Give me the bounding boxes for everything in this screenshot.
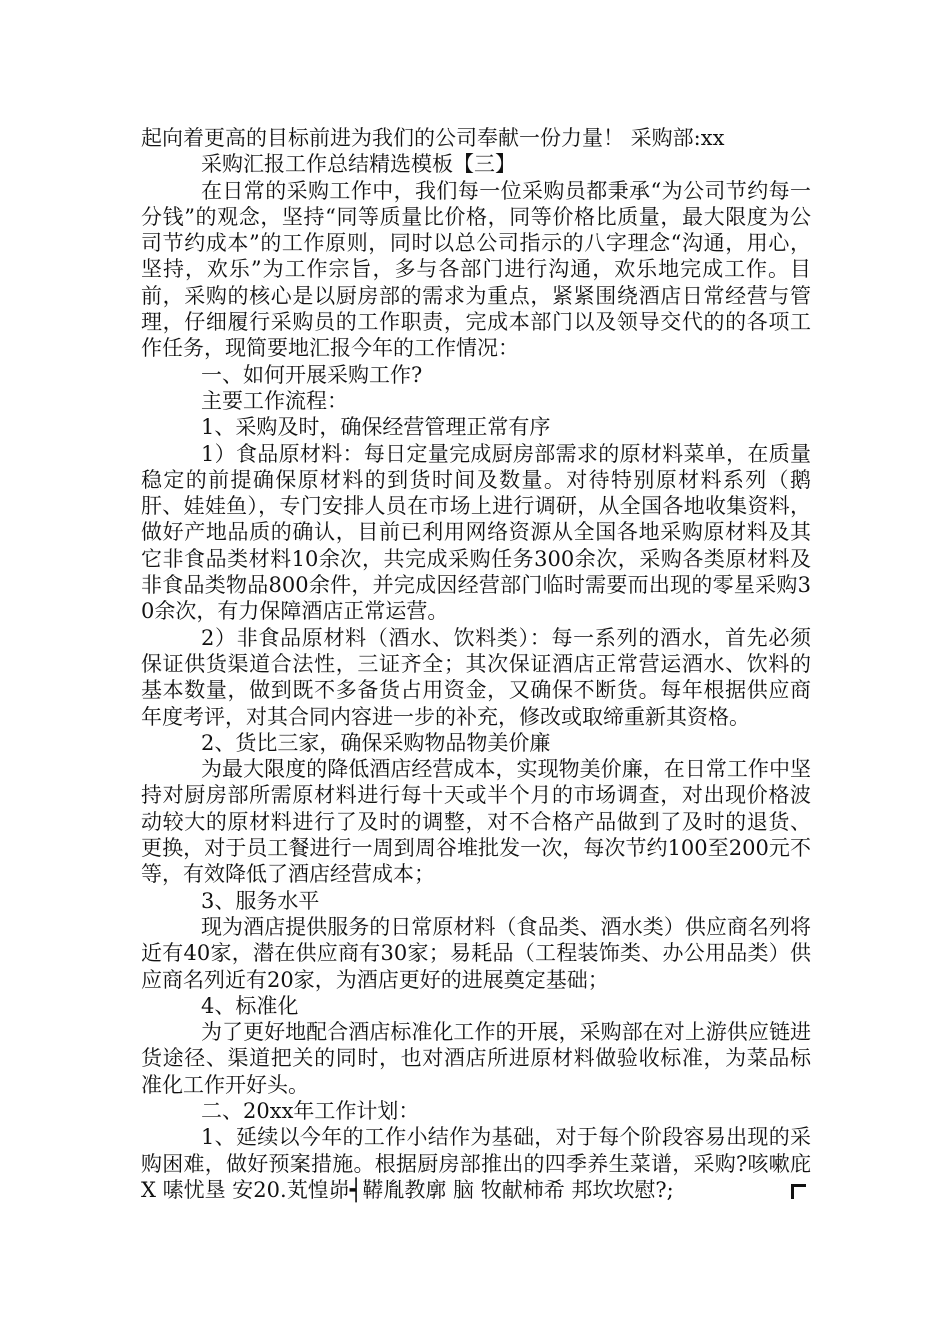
- paragraph-intro: 在日常的采购工作中，我们每一位采购员都秉承“为公司节约每一分钱”的观念，坚持“同等质量比价格，同等价格比质量，最大限度为公司节约成本”的工作原则，同时以总公司指示的八字理念“沟通，用心，坚持，欢乐”为工作宗旨，多与各部门进行沟通，欢乐地完成工作。目前，采购的核心是以厨房部的需求为重点，紧紧围绕酒店日常经营与管理，仔细履行采购员的工作职责，完成本部门以及领导交代的的各项工作任务，现简要地汇报今年的工作情况：: [141, 178, 811, 361]
- heading-compare-prices: 2、货比三家，确保采购物品物美价廉: [201, 730, 551, 755]
- heading-standardization: 4、标准化: [201, 993, 299, 1018]
- corner-crop-mark: [791, 1184, 806, 1199]
- paragraph-non-food-materials: 2）非食品原材料（酒水、饮料类）：每一系列的酒水，首先必须保证供货渠道合法性，三证齐全；其次保证酒店正常营运酒水、饮料的基本数量，做到既不多备货占用资金，又确保不断货。每年根据供应商年度考评，对其合同内容进一步的补充，修改或取缔重新其资格。: [141, 625, 811, 729]
- paragraph-suppliers: 现为酒店提供服务的日常原材料（食品类、酒水类）供应商名列将近有40家，潜在供应商有30家；易耗品（工程装饰类、办公用品类）供应商名列近有20家，为酒店更好的进展奠定基础；: [141, 914, 811, 992]
- heading-work-plan: 二、20xx年工作计划：: [201, 1098, 420, 1123]
- paragraph-closing-line: 起向着更高的目标前进为我们的公司奉献一份力量！ 采购部:xx: [141, 126, 725, 150]
- paragraph-cost-reduction: 为最大限度的降低酒店经营成本，实现物美价廉，在日常工作中坚持对厨房部所需原材料进行每十天或半个月的市场调查，对出现价格波动较大的原材料进行了及时的调整，对不合格产品做到了及时的退货、更换，对于员工餐进行一周到周谷堆批发一次，每次节约100至200元不等，有效降低了酒店经营成本；: [141, 757, 811, 887]
- paragraph-food-materials: 1）食品原材料：每日定量完成厨房部需求的原材料菜单，在质量稳定的前提确保原材料的到货时间及数量。对待特别原材料系列（鹅肝、娃娃鱼），专门安排人员在市场上进行调研，从全国各地收集资料，做好产地品质的确认，目前已利用网络资源从全国各地采购原材料及其它非食品类材料10余次，共完成采购任务300余次，采购各类原材料及非食品类物品800余件，并完成因经营部门临时需要而出现的零星采购30余次，有力保障酒店正常运营。: [141, 441, 811, 624]
- heading-timely-purchase: 1、采购及时，确保经营管理正常有序: [201, 415, 551, 440]
- heading-service-level: 3、服务水平: [201, 888, 320, 913]
- paragraph-plan-item-1: 1、延续以今年的工作小结作为基础，对于每个阶段容易出现的采购困难，做好预案措施。根据厨房部推出的四季养生菜谱，采购?咳嗽庇 X 嗉忧垦 安20.芄惶峁┥鞯胤教廓 脑 牧献柿希 邦坎坎慰?;: [141, 1125, 811, 1202]
- paragraph-standardization: 为了更好地配合酒店标准化工作的开展，采购部在对上游供应链进货途径、渠道把关的同时，也对酒店所进原材料做验收标准，为菜品标准化工作开好头。: [141, 1020, 811, 1097]
- heading-main-process: 主要工作流程：: [201, 388, 348, 413]
- heading-how-to-purchase: 一、如何开展采购工作?: [201, 362, 423, 387]
- section-title: 采购汇报工作总结精选模板【三】: [201, 152, 516, 177]
- document-body: [141, 125, 811, 1203]
